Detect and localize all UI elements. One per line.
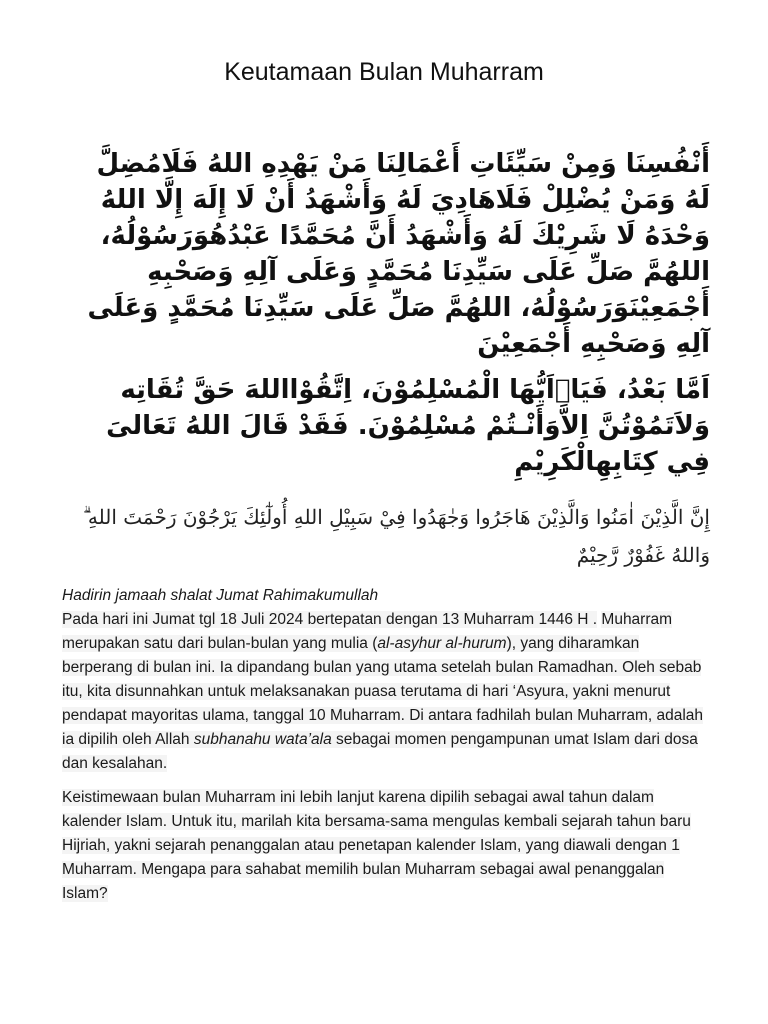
paragraph-intro [62,584,712,776]
paragraph-hijri-calendar-text: Keistimewaan bulan Muharram ini lebih lanjut karena dipilih sebagai awal tahun dalam kalender Islam. Untuk itu, marilah kita bersama-sama mengulas kembali sejarah tahun baru Hijriah, yakni sejarah penanggalan atau penetapan kalender Islam, yang diawali dengan 1 Muharram. Mengapa para sahabat memilih bulan Muharram sebagai awal penanggalan Islam? [62,789,691,902]
term-al-asyhur-al-hurum: al-asyhur al-hurum [377,635,507,652]
page-title: Keutamaan Bulan Muharram [224,58,544,86]
term-subhanahu-wataala: subhanahu wata’ala [193,731,332,748]
arabic-opening-text: أَنْفُسِنَا وَمِنْ سَيِّئَاتِ أَعْمَالِنَا مَنْ يَهْدِهِ اللهُ فَلَامُضِلَّ لَهُ وَمَنْ يُضْلِلْ فَلَاهَادِيَ لَهُ وَأَشْهَدُ أَنْ لَا إِلَهَ إِلَّا اللهُ وَحْدَهُ لَا شَرِيْكَ لَهُ وَأَشْهَدُ أَنَّ مُحَمَّدًا عَبْدُهُوَرَسُوْلُهُ، اللهُمَّ صَلِّ عَلَى سَيِّدِنَا مُحَمَّدٍ وَعَلَى آلِهِ وَصَحْبِهِ أَجْمَعِيْنَوَرَسُوْلُهُ، اللهُمَّ صَلِّ عَلَى سَيِّدِنَا مُحَمَّدٍ وَعَلَى آلِهِ وَصَحْبِهِ أَجْمَعِيْنَ [87,149,710,359]
arabic-amma-badu-text: اَمَّا بَعْدُ، فَيَاۤاَيُّهَا الْمُسْلِمُوْنَ، اِتَّقُوْااللهَ حَقَّ تُقَاتِه وَلاَتَمُوْتُنَّ اِلاَّوَأَنْـتُمْ مُسْلِمُوْنَ. فَقَدْ قَالَ اللهُ تَعَالىَ فِي كِتَابِهِالْكَرِيْمِ [106,375,710,477]
paragraph-intro-sentence-1: Pada hari ini Jumat tgl 18 Juli 2024 bertepatan dengan 13 Muharram 1446 H . [62,611,598,628]
paragraph-hijri-calendar [62,786,712,906]
paragraph-intro-sentence-2c: sebagai momen pengampunan umat Islam dari dosa dan kesalahan. [62,731,698,772]
quran-verse: إِنَّ الَّذِيْنَ اٰمَنُوا وَالَّذِيْنَ هَاجَرُوا وَجٰهَدُوا فِيْ سَبِيْلِ اللهِ أُولٰٓئِكَ يَرْجُوْنَ رَحْمَتَ اللهِ ۗ وَاللهُ غَفُوْرٌ رَّحِيْمٌ [82,505,710,567]
paragraph-intro-sentence-2a: Muharram merupakan satu dari bulan-bulan yang mulia ( [62,611,673,652]
greeting-line: Hadirin jamaah shalat Jumat Rahimakumullah [62,587,379,604]
paragraph-intro-sentence-2b: ), yang diharamkan berperang di bulan ini. Ia dipandang bulan yang utama setelah bulan Ramadhan. Oleh sebab itu, kita disunnahkan untuk melaksanakan puasa terutama di hari ‘Asyura, yakni menurut pendapat mayoritas ulama, tanggal 10 Muharram. Di antara fadhilah bulan Muharram, adalah ia dipilih oleh Allah [62,635,704,748]
